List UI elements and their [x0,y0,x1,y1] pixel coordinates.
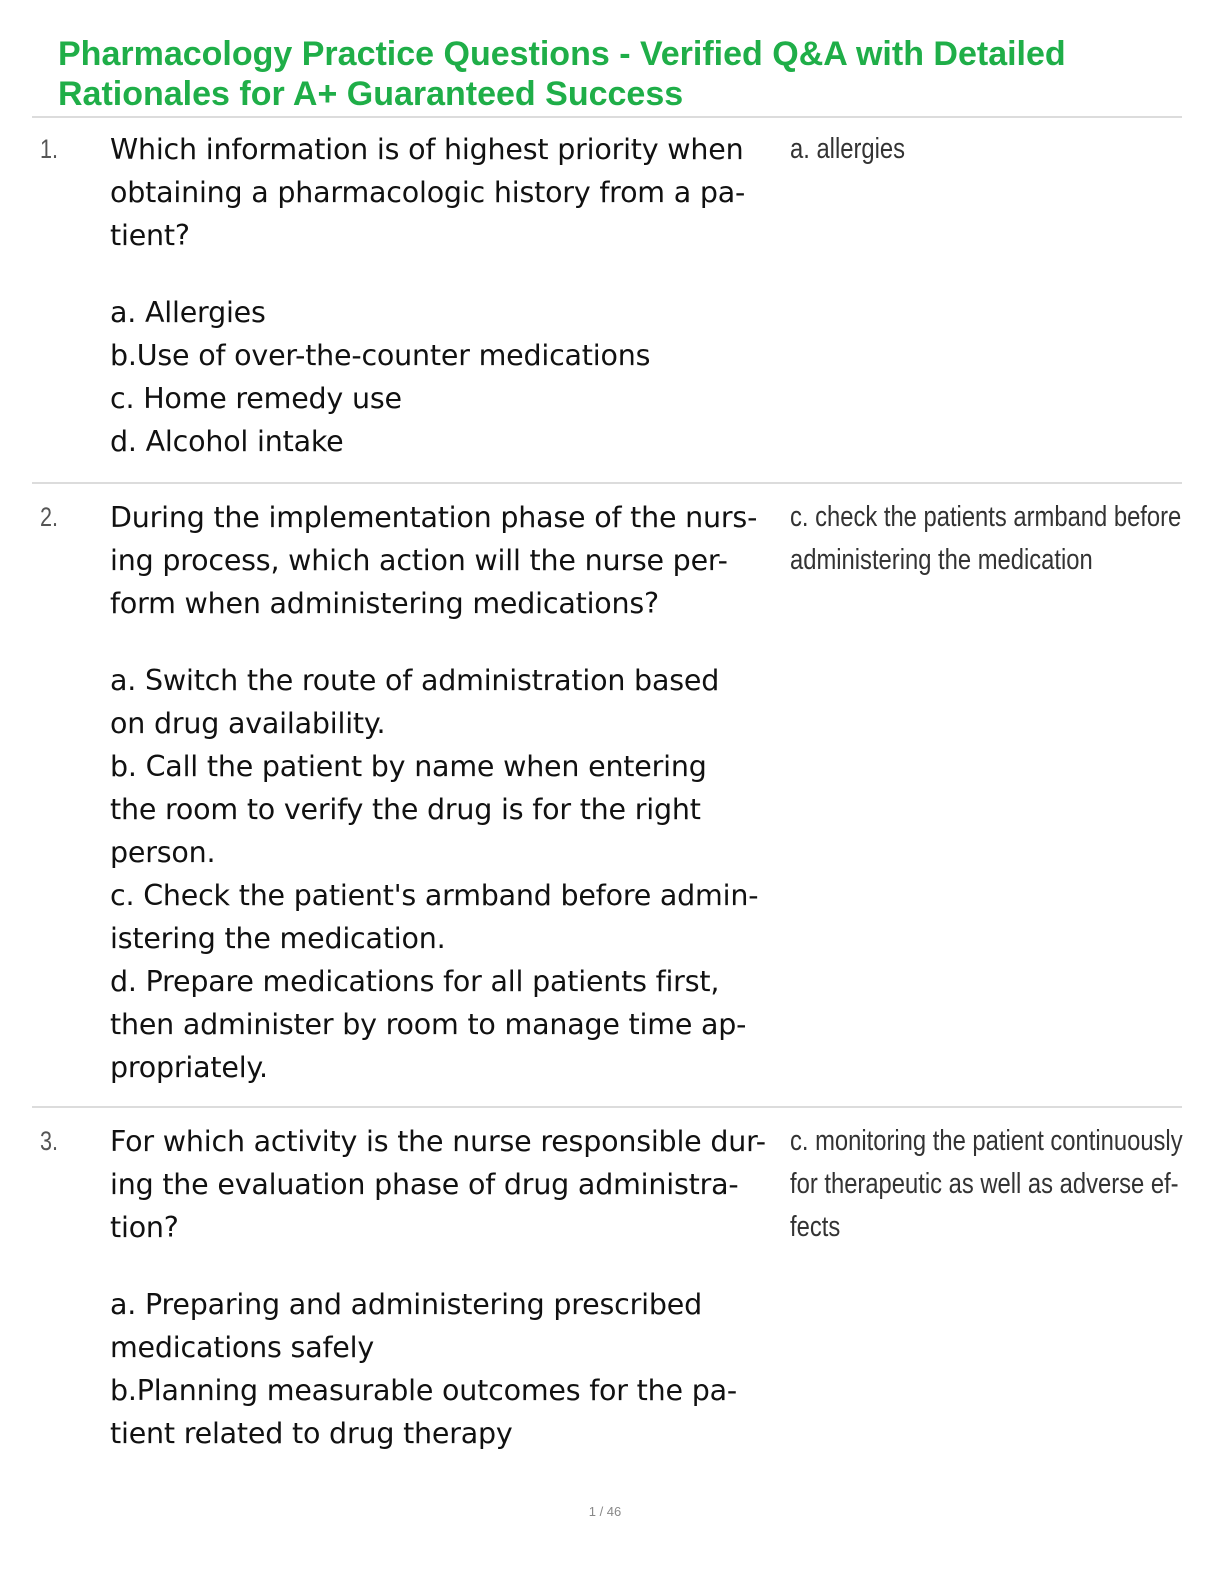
correct-answer [790,128,1102,171]
option-line: then administer by room to manage time ap- [110,1008,747,1041]
option-line: on drug availability. [110,707,386,740]
option-line: a. Switch the route of administration based [110,664,720,697]
option-line: d. Prepare medications for all patients first, [110,965,720,998]
option-line: the room to verify the drug is for the right [110,793,701,826]
question-number: 2. [40,502,59,532]
option-line: c. Home remedy use [110,382,402,415]
option-line: tient related to drug therapy [110,1417,513,1450]
option-line: propriately. [110,1051,268,1084]
page-number: 1 / 46 [588,1504,622,1519]
question-text [110,496,790,1089]
question-line: form when administering medications? [110,587,659,620]
option-line: a. Preparing and administering prescribed [110,1288,702,1321]
option-line: b.Use of over-the-counter medications [110,339,651,372]
correct-answer [790,1120,1183,1249]
divider [32,116,1182,118]
question-line: During the implementation phase of the nurs- [110,501,758,534]
answer-line: for therapeutic as well as adverse ef- [790,1168,1179,1200]
option-line: medications safely [110,1331,375,1364]
answer-line: c. monitoring the patient continuously [790,1125,1183,1157]
option-line: c. Check the patient's armband before admin- [110,879,759,912]
option-line: b. Call the patient by name when entering [110,750,707,783]
answer-line: fects [790,1211,841,1243]
question-line: tion? [110,1211,179,1244]
answer-line: administering the medication [790,544,1093,576]
answer-options [110,1283,790,1455]
question-text [110,1120,790,1455]
question-line: obtaining a pharmacologic history from a pa- [110,176,746,209]
question-number: 3. [40,1126,59,1156]
question-text [110,128,790,463]
divider [32,1106,1182,1108]
document-title [58,34,1178,114]
document-title-line-1: Pharmacology Practice Questions - Verified Q&A with Detailed [58,35,1066,73]
question-line: For which activity is the nurse responsible dur- [110,1125,766,1158]
correct-answer [790,496,1182,582]
question-line: tient? [110,219,190,252]
option-line: d. Alcohol intake [110,425,344,458]
answer-options [110,291,790,463]
divider [32,482,1182,484]
option-line: person. [110,836,216,869]
option-line: b.Planning measurable outcomes for the pa- [110,1374,737,1407]
question-line: Which information is of highest priority when [110,133,744,166]
option-line: a. Allergies [110,296,266,329]
answer-options [110,659,790,1089]
document-title-line-2: Rationales for A+ Guaranteed Success [58,75,684,113]
question-number: 1. [40,134,59,164]
option-line: istering the medication. [110,922,446,955]
question-line: ing the evaluation phase of drug administra- [110,1168,739,1201]
answer-line: c. check the patients armband before [790,501,1182,533]
question-line: ing process, which action will the nurse per- [110,544,728,577]
answer-line: a. allergies [790,133,906,165]
